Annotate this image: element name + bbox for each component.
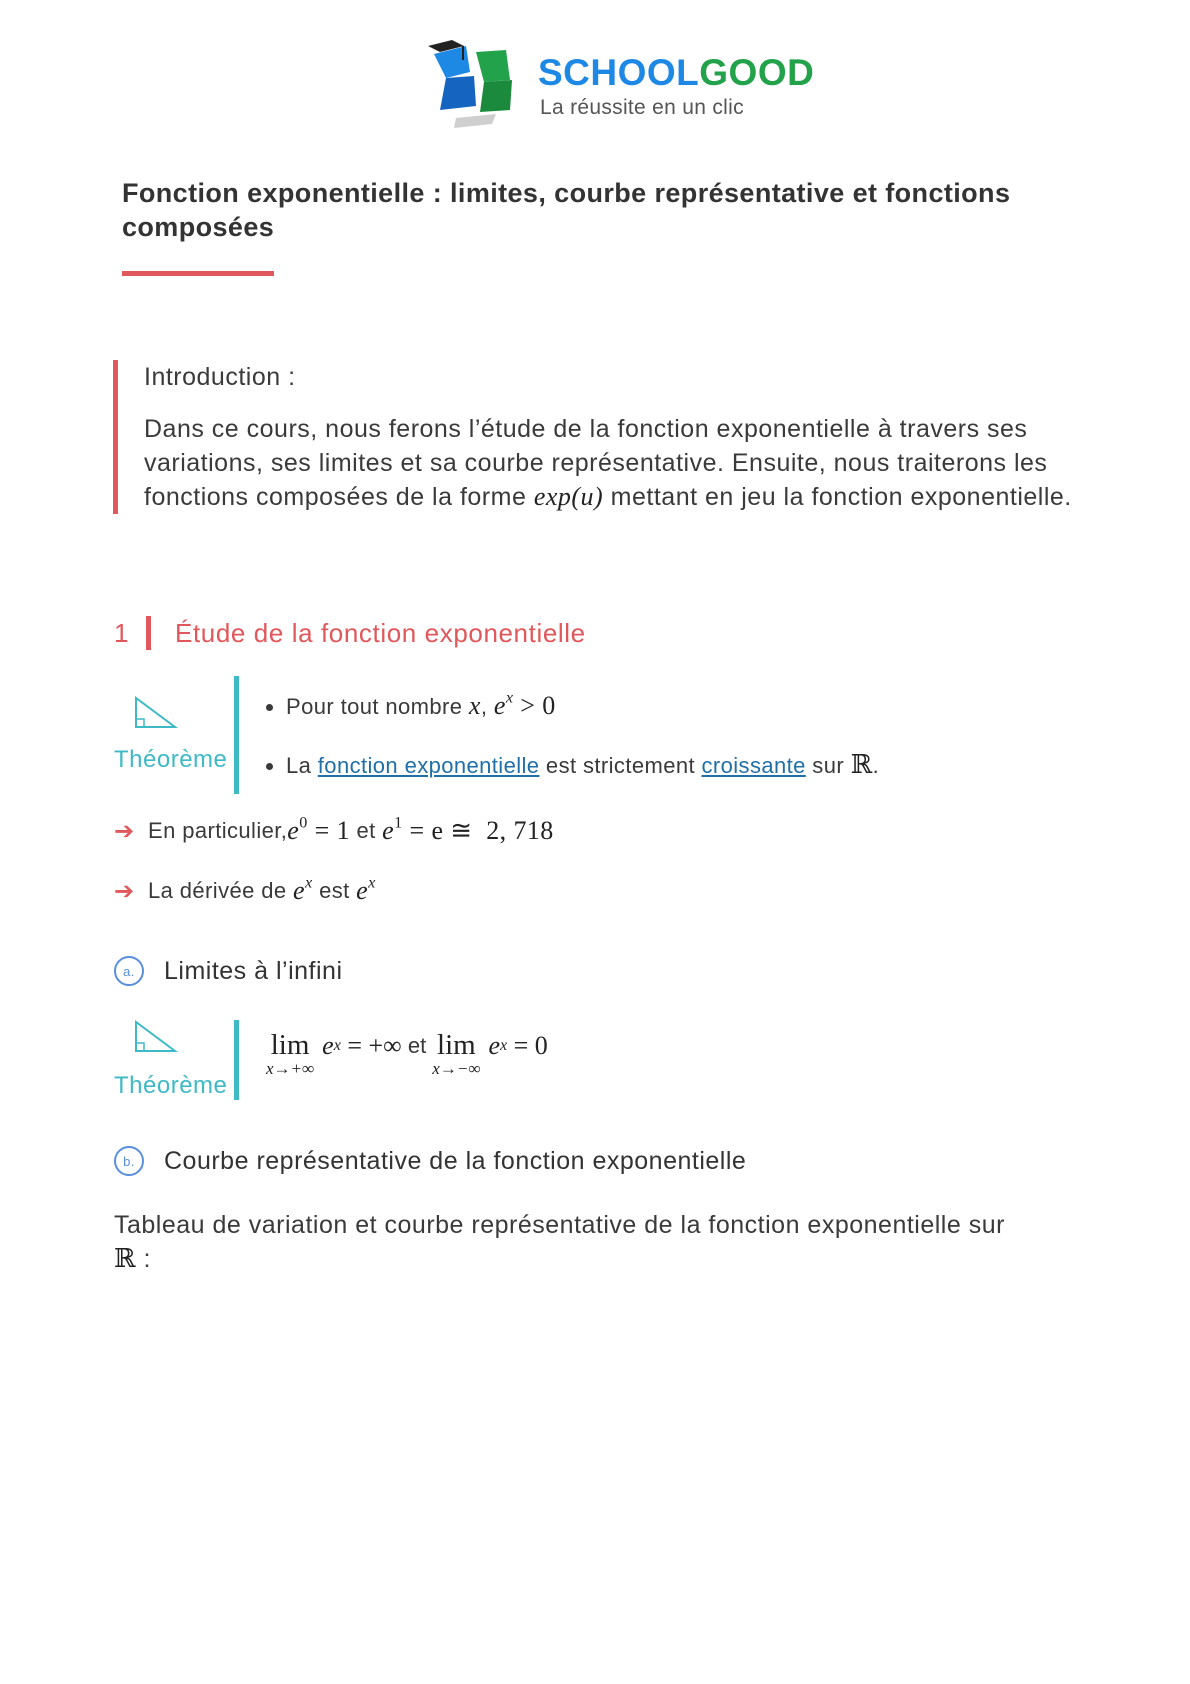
theorem-label: Théorème — [114, 746, 228, 773]
theorem-block-2 — [114, 1020, 1014, 1120]
limit-operator: lim — [437, 1029, 476, 1061]
right-triangle-icon — [134, 696, 178, 730]
theorem-item-text: Pour tout nombre — [286, 694, 469, 719]
section-divider — [146, 616, 151, 650]
intro-text — [144, 412, 1104, 514]
math-exponent: x — [368, 874, 376, 892]
math-rest: = e ≅ 2, 718 — [402, 816, 554, 845]
limit-subscript: x→−∞ — [432, 1059, 481, 1078]
theorem-item-positivity — [286, 690, 879, 723]
math-exponent: x — [305, 874, 313, 892]
subsection-title: Limites à l’infini — [164, 956, 343, 985]
intro-heading: Introduction : — [144, 363, 296, 391]
math-base: e — [287, 816, 300, 845]
math-rest: = 0 — [507, 1031, 548, 1060]
intro-text-start: Dans ce cours, nous ferons l’étude de la fonction exponentielle à travers ses variations, ses limites et sa courbe représentative. Ensuite, nous traiterons les fonctions composées de la forme — [144, 415, 1048, 511]
limit-expression-1: e x = +∞ — [322, 1031, 402, 1060]
limit-expression-2: e x = 0 — [488, 1031, 548, 1060]
arrow-right-icon: ➔ — [114, 817, 135, 845]
math-exponent: 0 — [299, 814, 308, 832]
period: . — [872, 753, 880, 778]
theorem-item-middle: est strictement — [539, 753, 702, 778]
math-exponent: 1 — [394, 814, 403, 832]
theorem-item-prefix: La — [286, 753, 318, 778]
limits-and: et — [401, 1033, 433, 1058]
intro-math-expu: exp(u) — [533, 482, 604, 511]
arrow-right-icon: ➔ — [114, 877, 135, 905]
theorem-block-1 — [114, 676, 1014, 796]
subsection-marker: a. — [114, 956, 144, 986]
subsection-heading-b — [114, 1146, 746, 1176]
schoolgood-logo-icon — [426, 36, 536, 136]
math-ex — [356, 876, 376, 906]
page-title: Fonction exponentielle : limites, courbe représentative et fonctions composées — [122, 178, 1011, 242]
point-particular-values — [114, 816, 554, 846]
math-exponent: x — [505, 689, 514, 707]
math-base: e — [322, 1031, 334, 1060]
section-number: 1 — [114, 617, 130, 648]
math-base: e — [293, 876, 305, 905]
theorem-item-increasing — [286, 749, 879, 782]
paragraph-variation-table — [114, 1208, 1014, 1276]
math-e1 — [382, 816, 554, 846]
math-relation: > 0 — [513, 691, 556, 720]
separator: , — [480, 694, 494, 719]
section-heading-1 — [114, 616, 586, 650]
title-underline — [122, 271, 274, 276]
section-title: Étude de la fonction exponentielle — [175, 617, 586, 648]
limit-operator: lim — [270, 1029, 310, 1061]
subsection-title: Courbe représentative de la fonction exponentielle — [164, 1146, 747, 1175]
brand-tagline: La réussite en un clic — [540, 96, 744, 119]
point-text: En particulier, — [148, 818, 288, 843]
math-rest: = +∞ — [340, 1031, 402, 1060]
theorem-divider — [234, 1020, 239, 1100]
theorem-divider — [234, 676, 239, 794]
limit-subscript: x→+∞ — [266, 1059, 315, 1078]
theorem-list — [262, 690, 879, 808]
brand-name — [538, 52, 814, 94]
math-rest: = 1 — [307, 816, 350, 845]
point-text: La dérivée de — [148, 878, 294, 903]
paragraph-end: : — [136, 1245, 152, 1273]
math-var-x: x — [468, 691, 481, 720]
math-set-R: ℝ — [850, 750, 873, 779]
math-base: e — [493, 691, 506, 720]
math-base: e — [356, 876, 369, 905]
subsection-marker: b. — [114, 1146, 144, 1176]
point-and: et — [349, 818, 383, 843]
theorem-item-suffix: sur — [805, 753, 851, 778]
paragraph-text: Tableau de variation et courbe représentative de la fonction exponentielle sur — [114, 1211, 1005, 1239]
site-logo[interactable] — [426, 36, 815, 136]
math-set-R: ℝ — [114, 1244, 137, 1273]
math-ex — [293, 876, 313, 906]
point-mid: est — [312, 878, 357, 903]
limit-plus-infinity — [266, 1030, 314, 1078]
math-base: e — [382, 816, 395, 845]
brand-part2: GOOD — [699, 52, 815, 93]
limit-minus-infinity — [432, 1030, 480, 1078]
intro-block — [113, 360, 1104, 514]
link-fonction-exponentielle[interactable]: fonction exponentielle — [317, 753, 540, 778]
math-e0 — [287, 816, 350, 846]
point-derivative — [114, 876, 376, 906]
math-ex-positive — [494, 691, 556, 720]
subsection-heading-a — [114, 956, 343, 986]
brand-part1: SCHOOL — [538, 52, 700, 93]
limits-formula — [266, 1030, 548, 1078]
intro-text-end: mettant en jeu la fonction exponentielle. — [603, 483, 1072, 511]
theorem-label: Théorème — [114, 1072, 228, 1099]
right-triangle-icon — [134, 1020, 178, 1054]
link-croissante[interactable]: croissante — [701, 753, 806, 778]
math-base: e — [488, 1031, 500, 1060]
